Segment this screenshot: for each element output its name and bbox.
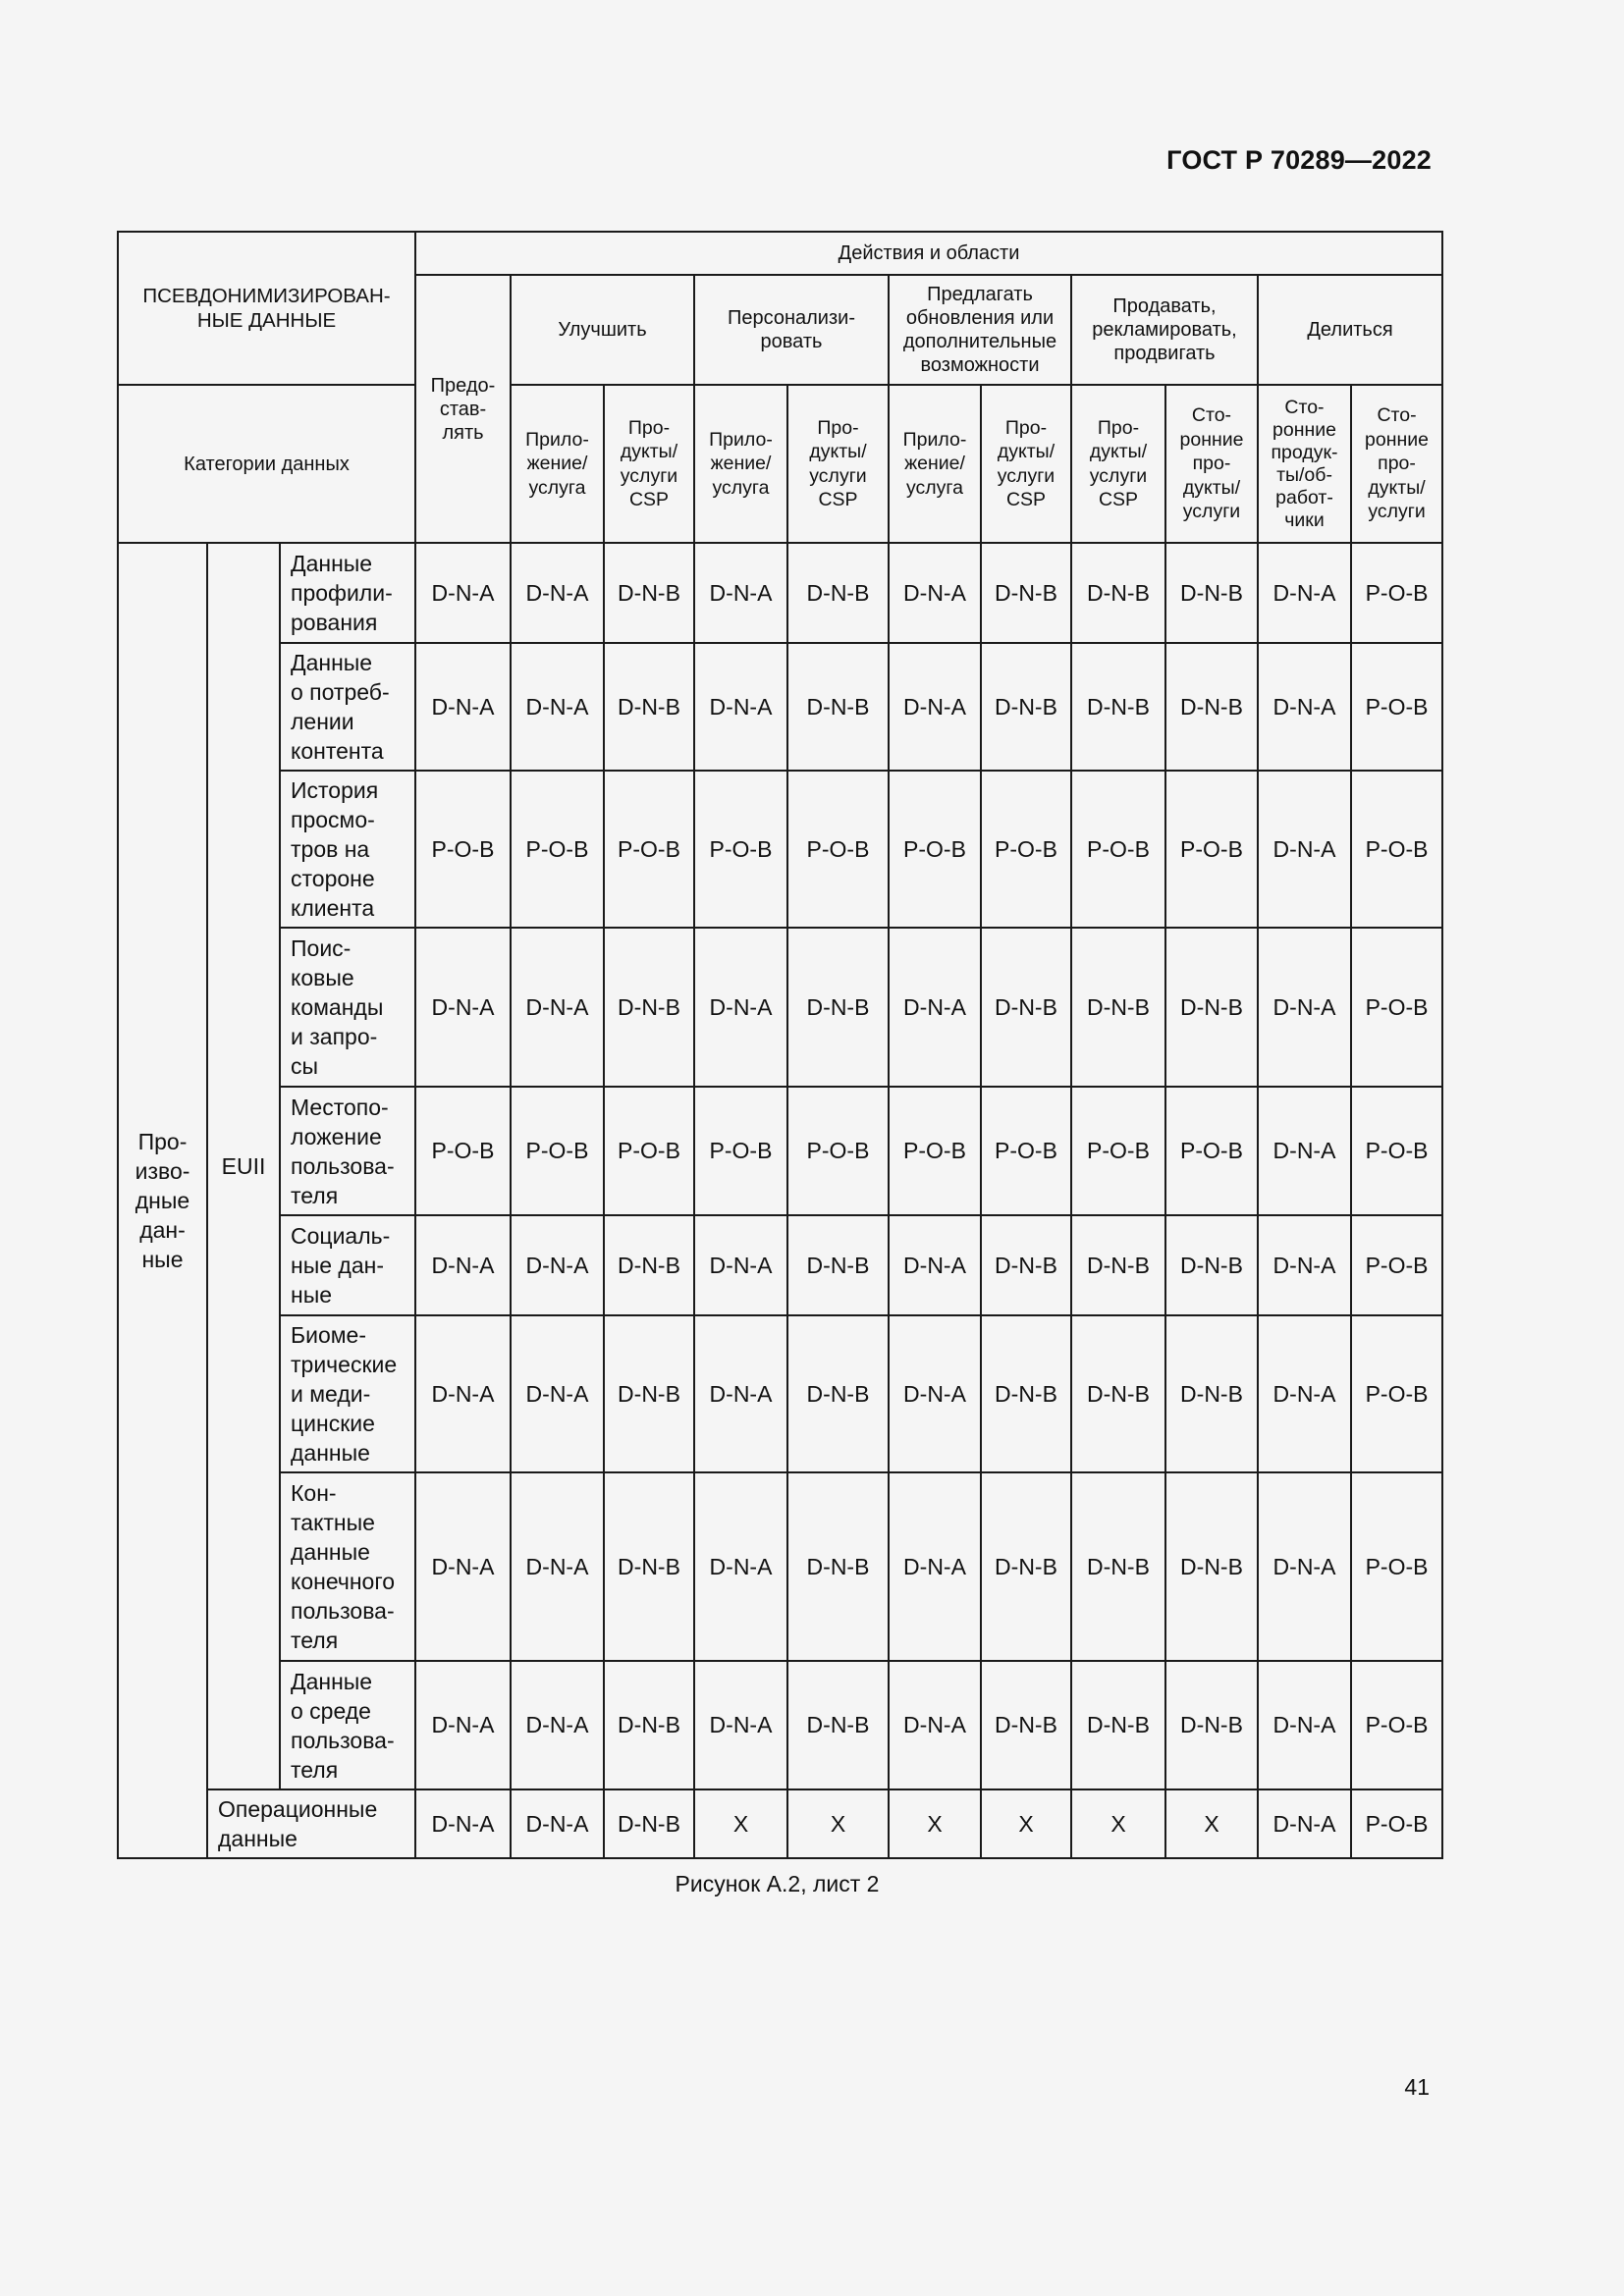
value-cell: D-N-B <box>604 1661 694 1789</box>
value-cell: D-N-B <box>604 643 694 771</box>
category-label: Данные профили- рования <box>280 543 415 643</box>
value-cell: P-O-B <box>787 1087 889 1215</box>
value-cell: P-O-B <box>694 1087 787 1215</box>
value-cell: D-N-A <box>415 1472 511 1661</box>
provide-header: Предо- став- лять <box>415 275 511 543</box>
value-cell: D-N-A <box>511 1789 604 1858</box>
value-cell: D-N-A <box>511 1315 604 1472</box>
category-label: Данные о потреб- лении контента <box>280 643 415 771</box>
value-cell: P-O-B <box>1351 928 1442 1087</box>
value-cell: D-N-B <box>1071 1315 1165 1472</box>
value-cell: P-O-B <box>1351 543 1442 643</box>
derived-data-label: Про- изво- дные дан- ные <box>118 543 207 1858</box>
value-cell: D-N-A <box>694 543 787 643</box>
value-cell: D-N-A <box>1258 928 1351 1087</box>
value-cell: D-N-B <box>787 643 889 771</box>
value-cell: D-N-A <box>1258 771 1351 928</box>
value-cell: D-N-A <box>694 1472 787 1661</box>
value-cell: P-O-B <box>1351 1661 1442 1789</box>
value-cell: D-N-B <box>981 928 1071 1087</box>
value-cell: D-N-B <box>1071 1472 1165 1661</box>
table-row <box>118 543 1442 643</box>
value-cell: P-O-B <box>1351 771 1442 928</box>
category-label: Биоме- трические и меди- цинские данные <box>280 1315 415 1472</box>
value-cell: P-O-B <box>1165 1087 1258 1215</box>
value-cell: D-N-A <box>1258 1087 1351 1215</box>
subcol-header: Сто- ронние про- дукты/ услуги <box>1351 385 1442 543</box>
value-cell: P-O-B <box>1071 771 1165 928</box>
value-cell: D-N-B <box>981 543 1071 643</box>
table-row <box>118 1661 1442 1789</box>
value-cell: D-N-A <box>415 543 511 643</box>
value-cell: D-N-A <box>1258 543 1351 643</box>
euii-label: EUII <box>207 543 280 1789</box>
table-row <box>118 771 1442 928</box>
header-row-1 <box>118 232 1442 275</box>
value-cell: D-N-B <box>981 1661 1071 1789</box>
category-label: Кон- тактные данные конечного пользова- теля <box>280 1472 415 1661</box>
value-cell: D-N-A <box>1258 1661 1351 1789</box>
value-cell: D-N-A <box>889 1315 981 1472</box>
value-cell: D-N-B <box>1165 543 1258 643</box>
table-body <box>118 232 1442 1858</box>
value-cell: D-N-A <box>415 1215 511 1315</box>
value-cell: D-N-A <box>889 1472 981 1661</box>
value-cell: D-N-A <box>694 643 787 771</box>
value-cell: D-N-B <box>604 1315 694 1472</box>
value-cell: D-N-A <box>889 1215 981 1315</box>
header-row-3 <box>118 385 1442 543</box>
value-cell: P-O-B <box>415 771 511 928</box>
value-cell: D-N-A <box>415 928 511 1087</box>
value-cell: X <box>981 1789 1071 1858</box>
value-cell: D-N-A <box>694 928 787 1087</box>
value-cell: P-O-B <box>604 1087 694 1215</box>
value-cell: P-O-B <box>889 1087 981 1215</box>
value-cell: P-O-B <box>787 771 889 928</box>
group-sell-advertise: Продавать, рекламировать, продвигать <box>1071 275 1258 385</box>
subcol-header: Сто- ронние про- дукты/ услуги <box>1165 385 1258 543</box>
value-cell: D-N-B <box>1071 643 1165 771</box>
categories-header: Категории данных <box>118 385 415 543</box>
value-cell: P-O-B <box>889 771 981 928</box>
value-cell: D-N-A <box>415 1315 511 1472</box>
value-cell: X <box>889 1789 981 1858</box>
value-cell: P-O-B <box>1351 1215 1442 1315</box>
value-cell: D-N-B <box>787 1472 889 1661</box>
category-label: Поис- ковые команды и запро- сы <box>280 928 415 1087</box>
value-cell: P-O-B <box>1351 1472 1442 1661</box>
actions-title: Действия и области <box>415 232 1442 275</box>
value-cell: D-N-B <box>981 1215 1071 1315</box>
value-cell: P-O-B <box>981 771 1071 928</box>
subcol-header: Сто- ронние продук- ты/об- работ- чики <box>1258 385 1351 543</box>
value-cell: P-O-B <box>1351 1087 1442 1215</box>
value-cell: D-N-A <box>415 1661 511 1789</box>
subcol-header: Про- дукты/ услуги CSP <box>981 385 1071 543</box>
value-cell: D-N-B <box>981 1472 1071 1661</box>
data-usage-table <box>117 231 1443 1859</box>
value-cell: D-N-A <box>1258 1315 1351 1472</box>
value-cell: D-N-A <box>694 1315 787 1472</box>
value-cell: D-N-B <box>981 643 1071 771</box>
figure-caption: Рисунок А.2, лист 2 <box>675 1871 880 1896</box>
value-cell: P-O-B <box>1351 1789 1442 1858</box>
value-cell: D-N-A <box>511 1472 604 1661</box>
value-cell: D-N-B <box>787 928 889 1087</box>
category-label: Социаль- ные дан- ные <box>280 1215 415 1315</box>
value-cell: X <box>1071 1789 1165 1858</box>
category-label: Местопо- ложение пользова- теля <box>280 1087 415 1215</box>
value-cell: D-N-B <box>1071 928 1165 1087</box>
group-improve: Улучшить <box>511 275 694 385</box>
value-cell: P-O-B <box>511 771 604 928</box>
table-row-operational <box>118 1789 1442 1858</box>
value-cell: D-N-B <box>1165 1315 1258 1472</box>
table-row <box>118 1087 1442 1215</box>
value-cell: P-O-B <box>415 1087 511 1215</box>
value-cell: D-N-B <box>1071 1215 1165 1315</box>
page-number: 41 <box>1404 2074 1430 2100</box>
value-cell: D-N-B <box>1165 643 1258 771</box>
value-cell: X <box>787 1789 889 1858</box>
value-cell: P-O-B <box>1165 771 1258 928</box>
value-cell: X <box>1165 1789 1258 1858</box>
table-row <box>118 928 1442 1087</box>
value-cell: D-N-B <box>787 1661 889 1789</box>
value-cell: D-N-B <box>1071 543 1165 643</box>
document-code: ГОСТ Р 70289—2022 <box>1166 145 1432 175</box>
value-cell: D-N-A <box>1258 1215 1351 1315</box>
value-cell: P-O-B <box>694 771 787 928</box>
value-cell: D-N-B <box>604 1789 694 1858</box>
value-cell: D-N-A <box>694 1215 787 1315</box>
value-cell: D-N-B <box>1165 1472 1258 1661</box>
group-personalize: Персонализи- ровать <box>694 275 889 385</box>
value-cell: D-N-A <box>889 543 981 643</box>
value-cell: D-N-A <box>694 1661 787 1789</box>
value-cell: D-N-B <box>604 928 694 1087</box>
value-cell: D-N-A <box>889 928 981 1087</box>
value-cell: D-N-A <box>511 543 604 643</box>
value-cell: D-N-B <box>604 1472 694 1661</box>
category-label: История просмо- тров на стороне клиента <box>280 771 415 928</box>
subcol-header: Про- дукты/ услуги CSP <box>787 385 889 543</box>
corner-title: ПСЕВДОНИМИЗИРОВАН- НЫЕ ДАННЫЕ <box>118 232 415 385</box>
value-cell: D-N-B <box>604 543 694 643</box>
value-cell: D-N-B <box>787 1315 889 1472</box>
value-cell: P-O-B <box>1071 1087 1165 1215</box>
value-cell: D-N-A <box>415 643 511 771</box>
group-share: Делиться <box>1258 275 1442 385</box>
subcol-header: Про- дукты/ услуги CSP <box>604 385 694 543</box>
value-cell: D-N-B <box>787 543 889 643</box>
subcol-header: Прило- жение/ услуга <box>511 385 604 543</box>
value-cell: D-N-A <box>889 1661 981 1789</box>
subcol-header: Про- дукты/ услуги CSP <box>1071 385 1165 543</box>
value-cell: P-O-B <box>604 771 694 928</box>
value-cell: D-N-A <box>415 1789 511 1858</box>
table-row <box>118 1472 1442 1661</box>
value-cell: D-N-A <box>1258 643 1351 771</box>
table-row <box>118 1315 1442 1472</box>
value-cell: P-O-B <box>981 1087 1071 1215</box>
value-cell: D-N-B <box>981 1315 1071 1472</box>
subcol-header: Прило- жение/ услуга <box>694 385 787 543</box>
subcol-header: Прило- жение/ услуга <box>889 385 981 543</box>
value-cell: P-O-B <box>1351 643 1442 771</box>
value-cell: P-O-B <box>1351 1315 1442 1472</box>
value-cell: D-N-A <box>511 643 604 771</box>
value-cell: D-N-A <box>511 1215 604 1315</box>
value-cell: D-N-B <box>1165 1215 1258 1315</box>
table-row <box>118 643 1442 771</box>
group-offer-updates: Предлагать обновления или дополнительные возможности <box>889 275 1071 385</box>
table-row <box>118 1215 1442 1315</box>
value-cell: D-N-B <box>1071 1661 1165 1789</box>
value-cell: D-N-A <box>511 928 604 1087</box>
value-cell: D-N-B <box>604 1215 694 1315</box>
value-cell: P-O-B <box>511 1087 604 1215</box>
category-label: Операционные данные <box>207 1789 415 1858</box>
value-cell: D-N-B <box>787 1215 889 1315</box>
value-cell: D-N-B <box>1165 1661 1258 1789</box>
value-cell: D-N-B <box>1165 928 1258 1087</box>
value-cell: D-N-A <box>511 1661 604 1789</box>
value-cell: D-N-A <box>1258 1789 1351 1858</box>
category-label: Данные о среде пользова- теля <box>280 1661 415 1789</box>
value-cell: X <box>694 1789 787 1858</box>
value-cell: D-N-A <box>1258 1472 1351 1661</box>
value-cell: D-N-A <box>889 643 981 771</box>
